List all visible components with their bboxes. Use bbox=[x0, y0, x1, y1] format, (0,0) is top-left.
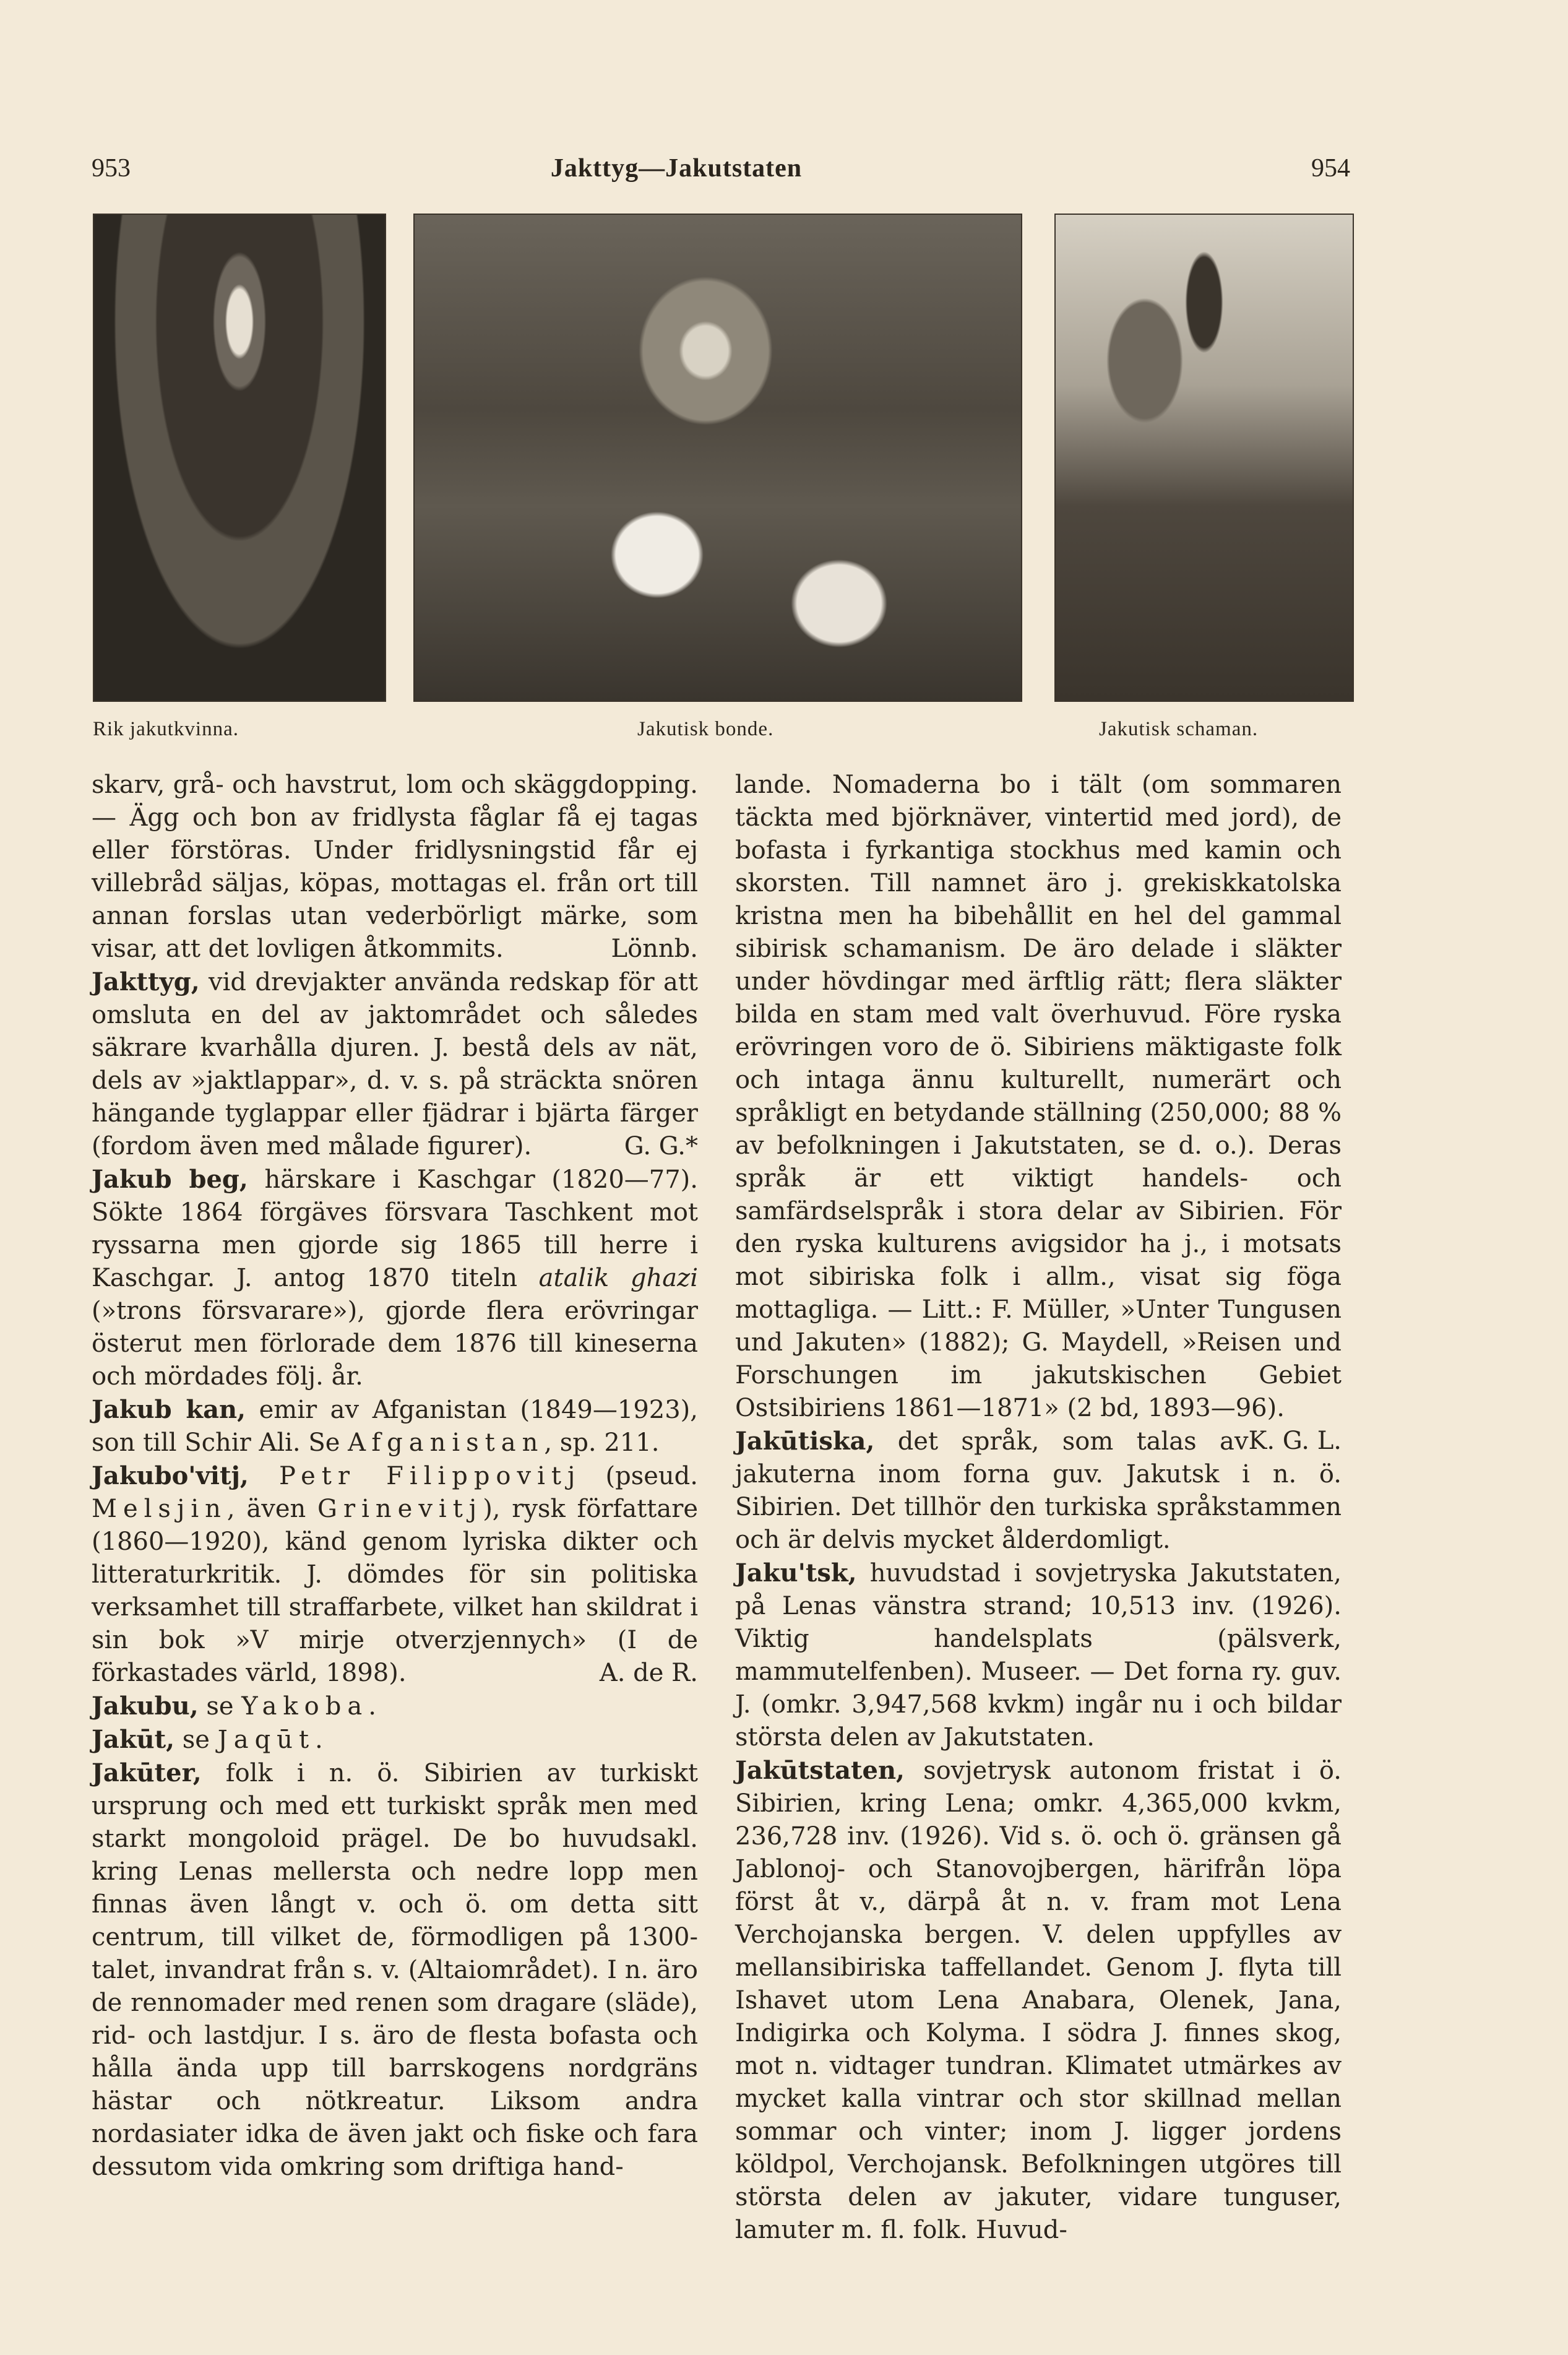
text-column-left bbox=[92, 769, 698, 2184]
entry-jakuter bbox=[92, 1757, 698, 2184]
page-number-right: 954 bbox=[1311, 154, 1350, 183]
author-signature: K. G. L. bbox=[1248, 1427, 1342, 1455]
entry-jakub-kan bbox=[92, 1393, 698, 1459]
entry-headword: Jakub kan, bbox=[92, 1395, 246, 1424]
entry-jakub-beg bbox=[92, 1163, 698, 1393]
entry-text: härskare i Kaschgar (1820—77). Sökte 1864 förgäves försvara Taschkent mot ryssarna men gjorde sig 1865 till herre i Kaschgar. J. antog 1870 titeln bbox=[92, 1165, 698, 1292]
author-signature: Lönnb. bbox=[611, 935, 698, 963]
entry-jakubovitj bbox=[92, 1459, 698, 1690]
entry-paragraph bbox=[92, 769, 698, 966]
entry-headword: Jakttyg, bbox=[92, 967, 200, 996]
entry-jakttyg bbox=[92, 966, 698, 1163]
entry-text: (pseud. bbox=[581, 1462, 698, 1490]
entry-text: huvudstad i sovjetryska Jakutstaten, på Lenas vänstra strand; 10,513 inv. (1926). Viktig handelsplats (pälsverk, mammutelfenben). Museer. — Det forna ry. guv. J. (omkr. 3,947,568 kvkm) ingår nu i och bildar största delen av Jakutstaten. bbox=[735, 1559, 1342, 1752]
entry-text: skarv, grå- och havstrut, lom och skäggdopping. — Ägg och bon av fridlysta fåglar få ej tagas eller förstöras. Under fridlysningstid får ej villebråd säljas, köpas, mottagas el. från ort till annan forslas utan vederbörligt märke, som visar, att det lovligen åtkommits. bbox=[92, 771, 698, 963]
cross-reference: Afganistan bbox=[348, 1428, 545, 1457]
entry-jakubu bbox=[92, 1690, 698, 1723]
entry-headword: Jaku'tsk, bbox=[735, 1558, 857, 1588]
entry-jakutstaten bbox=[735, 1754, 1342, 2247]
photo-caption: Jakutisk schaman. bbox=[1099, 718, 1259, 740]
spaced-name: Petr Filippovitj bbox=[248, 1462, 582, 1490]
entry-headword: Jakubo'vitj, bbox=[92, 1461, 249, 1490]
entry-text: (»trons försvarare»), gjorde flera erövringar österut men förlorade dem 1876 till kineserna och mördades följ. år. bbox=[92, 1297, 698, 1391]
author-signature: A. de R. bbox=[599, 1659, 698, 1687]
page-number-left: 953 bbox=[92, 154, 131, 183]
spaced-name: Grinevitj bbox=[317, 1495, 483, 1523]
spaced-name: Melsjin bbox=[92, 1495, 227, 1523]
entry-italic-term: atalik ghazi bbox=[538, 1264, 699, 1292]
entry-text: emir av Afganistan (1849—1923), son till Schir Ali. Se bbox=[92, 1396, 698, 1457]
entry-text: se bbox=[174, 1726, 218, 1754]
entry-headword: Jakūter, bbox=[92, 1758, 202, 1787]
cross-reference: Yakoba bbox=[241, 1692, 369, 1721]
entry-text: se bbox=[198, 1692, 242, 1721]
entry-text: sovjetrysk autonom fristat i ö. Sibirien, kring Lena; omkr. 4,365,000 kvkm, 236,728 inv. (1926). Vid s. ö. och ö. gränsen gå Jablonoj- och Stanovojbergen, härifrån löpa först åt v., därpå åt n. v. fram mot Lena Verchojanska bergen. V. delen uppfylles av mellansibiriska taffellandet. Genom J. flyta till Ishavet utom Lena Anabara, Olenek, Jana, Indigirka och Kolyma. I södra J. finnes skog, mot n. vidtager tundran. Klimatet utmärkes av mycket kalla vintrar och stor skillnad mellan sommar och vinter; inom J. ligger jordens köldpol, Verchojansk. Befolkningen utgöres till största delen av jakuter, vidare tunguser, lamuter m. fl. folk. Huvud- bbox=[735, 1757, 1342, 2244]
entry-headword: Jakubu, bbox=[92, 1692, 199, 1721]
entry-headword: Jakūtiska, bbox=[735, 1427, 875, 1456]
entry-text: det språk, som talas av jakuterna inom forna guv. Jakutsk i n. ö. Sibirien. Det tillhör den turkiska språkstammen och är delvis mycket ålderdomligt. bbox=[735, 1427, 1342, 1554]
photo-caption: Rik jakutkvinna. bbox=[93, 718, 239, 740]
author-signature: G. G.* bbox=[624, 1132, 698, 1160]
entry-text: lande. Nomaderna bo i tält (om sommaren täckta med björknäver, vintertid med jord), de bofasta i fyrkantiga stockhus med kamin och skorsten. Till namnet äro j. grekiskkatolska kristna men ha bibehållit en hel del gammal sibirisk schamanism. De äro delade i släkter under hövdingar med ärftlig rätt; flera släkter bilda en stam med valt överhuvud. Före ryska erövringen voro de ö. Sibiriens mäktigaste folk och intaga ännu kulturellt, numerärt och språkligt en betydande ställning (250,000; 88 % av befolkningen i Jakutstaten, se d. o.). Deras språk är ett viktigt handels- och samfärdselspråk i stora delar av Sibirien. För den ryska kulturens avigsidor ha j., i motsats mot sibiriska folk i allm., visat sig föga mottagliga. — Litt.: F. Müller, »Unter Tungusen und Jakuten» (1882); G. Maydell, »Reisen und Forschungen im jakutskischen Gebiet Ostsibiriens 1861—1871» (2 bd, 1893—96). bbox=[735, 771, 1342, 1422]
entry-text: vid drevjakter använda redskap för att omsluta en del av jaktområdet och således säkrare kvarhålla djuren. J. bestå dels av nät, dels av »jaktlappar», d. v. s. på sträckta snören hängande tyglappar eller fjädrar i bjärta färger (fordom även med målade figurer). bbox=[92, 968, 698, 1160]
entry-text: , sp. 211. bbox=[544, 1428, 660, 1457]
entry-text: ), rysk författare (1860—1920), känd genom lyriska dikter och litteraturkritik. J. dömdes för sin politiska verksamhet till straffarbete, vilket han skildrat i sin bok »V mirje otverzjennych» (I de förkastades värld, 1898). bbox=[92, 1495, 698, 1687]
photo-yakut-farmer bbox=[413, 214, 1022, 702]
entry-text: , även bbox=[226, 1495, 318, 1523]
entry-jakut bbox=[92, 1723, 698, 1757]
entry-headword: Jakūtstaten, bbox=[735, 1756, 905, 1785]
entry-jakutsk bbox=[735, 1557, 1342, 1754]
cross-reference: Jaqūt bbox=[217, 1726, 316, 1754]
text-column-right bbox=[735, 769, 1342, 2247]
photo-yakut-shaman bbox=[1054, 214, 1354, 702]
entry-headword: Jakub beg, bbox=[92, 1165, 248, 1194]
photo-caption: Jakutisk bonde. bbox=[637, 718, 774, 740]
entry-text: . bbox=[315, 1726, 323, 1754]
photo-rich-yakut-woman bbox=[93, 214, 386, 702]
entry-headword: Jakūt, bbox=[92, 1725, 175, 1754]
entry-text: . bbox=[368, 1692, 376, 1721]
entry-text: folk i n. ö. Sibirien av turkiskt ursprung och med ett turkiskt språk men med starkt mongoloid prägel. De bo huvudsakl. kring Lenas mellersta och nedre lopp men finnas även långt v. och ö. om detta sitt centrum, till vilket de, förmodligen på 1300-talet, invandrat från s. v. (Altaiområdet). I n. äro de rennomader med renen som dragare (släde), rid- och lastdjur. I s. äro de flesta bofasta och hålla ända upp till barrskogens nordgräns hästar och nötkreatur. Liksom andra nordasiater idka de även jakt och fiske och fara dessutom vida omkring som driftiga hand- bbox=[92, 1759, 698, 2181]
running-head: Jakttyg—Jakutstaten bbox=[550, 154, 803, 183]
